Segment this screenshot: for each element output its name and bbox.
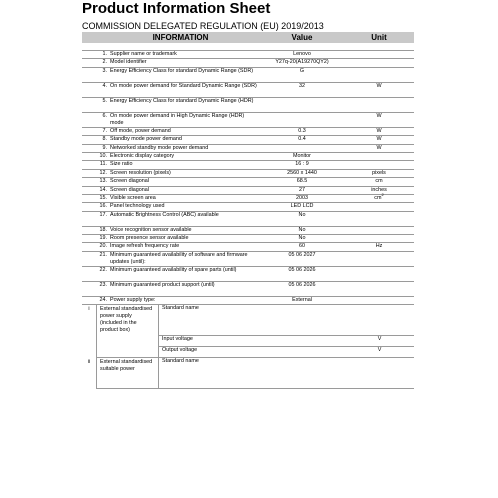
table-row xyxy=(82,153,414,161)
row-number: 1. xyxy=(102,51,107,57)
table-row xyxy=(82,170,414,178)
row-label: Screen diagonal xyxy=(110,178,149,185)
sub-unit xyxy=(345,305,414,335)
row-value: Y27q-20(A19270QY2) xyxy=(275,59,329,66)
sub-value xyxy=(261,347,345,357)
row-value: G xyxy=(299,67,305,74)
sub-value xyxy=(261,305,345,335)
row-info xyxy=(82,227,260,234)
row-unit xyxy=(344,153,414,160)
row-info xyxy=(82,59,260,66)
row-label: Panel technology used xyxy=(110,203,165,210)
sub-label: Standard name xyxy=(162,305,199,312)
row-info xyxy=(82,243,260,250)
page-title: Product Information Sheet xyxy=(82,0,271,17)
row-unit: Hz xyxy=(375,243,383,250)
table-header-row xyxy=(82,32,414,43)
row-value: 05 06 2026 xyxy=(288,281,316,288)
sub-label: Output voltage xyxy=(162,347,198,354)
regulation-subtitle: COMMISSION DELEGATED REGULATION (EU) 2019/2013 xyxy=(82,21,324,31)
group-label: External standardised power supply (included in the product box) xyxy=(97,305,159,357)
row-number: 16. xyxy=(99,203,107,210)
row-info xyxy=(82,128,260,135)
row-number: 11. xyxy=(99,161,107,168)
row-info xyxy=(82,297,260,304)
power-supply-details xyxy=(82,305,414,389)
row-label: Screen diagonal xyxy=(110,186,149,193)
table-row xyxy=(82,113,414,128)
row-number: 5. xyxy=(102,97,107,104)
table-row xyxy=(82,212,414,227)
table-row xyxy=(82,178,414,186)
row-unit xyxy=(344,68,414,82)
table-row xyxy=(82,267,414,282)
row-value: 0.4 xyxy=(298,136,306,143)
row-value xyxy=(260,98,344,112)
row-value: No xyxy=(298,211,306,218)
power-supply-group xyxy=(82,358,414,389)
group-roman-numeral: i xyxy=(88,306,90,313)
row-unit xyxy=(344,297,414,304)
header-information: INFORMATION xyxy=(152,33,209,42)
row-value: LED LCD xyxy=(290,203,314,210)
row-label: Energy Efficiency Class for standard Dynamic Range (HDR) xyxy=(110,97,254,104)
sub-value xyxy=(261,358,345,388)
row-info xyxy=(82,195,260,202)
row-value: 27 xyxy=(299,186,305,193)
power-supply-group xyxy=(82,305,414,358)
row-unit xyxy=(344,235,414,242)
table-row xyxy=(82,83,414,98)
row-value: 05 06 2026 xyxy=(288,266,316,273)
row-unit xyxy=(344,161,414,168)
row-info xyxy=(82,282,260,296)
row-value: 0.3 xyxy=(298,127,306,134)
row-unit xyxy=(344,267,414,281)
row-number: 13. xyxy=(99,178,107,185)
row-unit xyxy=(344,252,414,266)
row-info xyxy=(82,252,260,266)
row-label: Minimum guaranteed availability of spare parts (until) xyxy=(110,266,237,273)
row-info xyxy=(82,98,260,112)
row-info xyxy=(82,145,260,152)
row-number: 24. xyxy=(99,296,107,303)
sub-unit: V xyxy=(377,347,382,354)
row-info xyxy=(82,113,260,127)
sub-row xyxy=(159,358,414,388)
row-info xyxy=(82,212,260,226)
row-info xyxy=(82,203,260,210)
unit-superscript: 2 xyxy=(381,192,384,198)
row-unit: inches xyxy=(371,186,387,193)
row-label: Room presence sensor available xyxy=(110,235,189,242)
row-number: 19. xyxy=(99,235,107,242)
table-row xyxy=(82,192,414,203)
row-label: Electronic display category xyxy=(110,152,175,159)
row-label: On mode power demand in High Dynamic Range (HDR) mode xyxy=(110,112,245,126)
table-row xyxy=(82,203,414,211)
row-info xyxy=(82,170,260,177)
row-label: Supplier name or trademark xyxy=(110,51,177,57)
row-number: 23. xyxy=(99,281,107,288)
sub-unit: V xyxy=(377,336,382,343)
row-info xyxy=(82,153,260,160)
row-number: 9. xyxy=(102,144,107,151)
row-unit: pixels xyxy=(372,169,386,176)
row-number: 2. xyxy=(102,59,107,66)
row-label: Networked standby mode power demand xyxy=(110,144,209,151)
row-value: No xyxy=(298,226,306,233)
product-information-table xyxy=(82,32,414,498)
row-number: 14. xyxy=(99,186,107,193)
group-block xyxy=(96,305,414,358)
row-unit xyxy=(344,227,414,234)
group-rows xyxy=(159,305,414,357)
sub-value xyxy=(261,336,345,346)
row-number: 18. xyxy=(99,226,107,233)
table-row xyxy=(82,297,414,305)
row-value xyxy=(260,113,344,127)
row-label: Off mode, power demand xyxy=(110,127,171,134)
row-info xyxy=(82,161,260,168)
row-number: 10. xyxy=(99,152,107,159)
row-value: No xyxy=(298,235,306,242)
sub-row xyxy=(159,347,414,357)
row-unit xyxy=(344,212,414,226)
row-unit: W xyxy=(376,127,382,134)
row-label: Power supply type: xyxy=(110,296,156,303)
row-info xyxy=(82,136,260,143)
sub-unit xyxy=(345,358,414,388)
row-value: 05 06 2027 xyxy=(288,251,316,258)
row-label: Voice recognition sensor available xyxy=(110,226,192,233)
row-value: 60 xyxy=(299,243,305,250)
row-label: Energy Efficiency Class for standard Dynamic Range (SDR) xyxy=(110,67,254,74)
sub-row xyxy=(159,305,414,336)
group-rows xyxy=(159,358,414,388)
table-row xyxy=(82,252,414,267)
row-value: Lenovo xyxy=(293,51,311,57)
row-value: 68.5 xyxy=(296,178,308,185)
table-row xyxy=(82,145,414,153)
row-value: 32 xyxy=(299,82,305,89)
sub-row xyxy=(159,336,414,347)
row-label: Image refresh frequency rate xyxy=(110,243,180,250)
row-number: 17. xyxy=(99,211,107,218)
row-info xyxy=(82,83,260,97)
row-number: 12. xyxy=(99,169,107,176)
table-row xyxy=(82,128,414,136)
table-row xyxy=(82,98,414,113)
row-number: 21. xyxy=(99,251,107,258)
table-row xyxy=(82,161,414,169)
group-block xyxy=(96,358,414,389)
row-label: Screen resolution (pixels) xyxy=(110,169,171,176)
group-label: External standardised suitable power xyxy=(97,358,159,388)
row-info xyxy=(82,187,260,194)
row-number: 4. xyxy=(102,82,107,89)
sub-label: Input voltage xyxy=(162,336,193,343)
row-info xyxy=(82,235,260,242)
row-number: 8. xyxy=(102,136,107,143)
row-info xyxy=(82,68,260,82)
row-unit: W xyxy=(376,112,382,119)
group-roman-numeral: ii xyxy=(87,359,91,366)
table-row xyxy=(82,68,414,83)
table-row xyxy=(82,235,414,243)
row-label: Automatic Brightness Control (ABC) available xyxy=(110,211,219,218)
row-label: Standby mode power demand xyxy=(110,136,182,143)
header-unit: Unit xyxy=(371,33,387,42)
row-value: External xyxy=(292,296,312,303)
table-row xyxy=(82,136,414,144)
row-value: 2560 x 1440 xyxy=(287,169,317,176)
table-row xyxy=(82,282,414,297)
row-label: Size ratio xyxy=(110,161,133,168)
row-label: Visible screen area xyxy=(110,194,156,201)
sub-label: Standard name xyxy=(162,358,199,365)
row-unit xyxy=(344,203,414,210)
row-value: Monitor xyxy=(293,152,311,159)
row-unit: $cm^2$ xyxy=(374,192,384,201)
row-number: 7. xyxy=(102,127,107,134)
row-info xyxy=(82,267,260,281)
row-unit xyxy=(344,59,414,66)
row-number: 22. xyxy=(99,266,107,273)
row-info xyxy=(82,51,260,58)
row-number: 6. xyxy=(102,112,107,119)
row-label: Model identifier xyxy=(110,59,147,66)
row-label: Minimum guaranteed availability of software and firmware updates (until): xyxy=(110,251,248,265)
row-value: 16 : 9 xyxy=(295,161,309,168)
header-spacer xyxy=(82,43,414,51)
row-unit xyxy=(344,282,414,296)
row-unit: W xyxy=(376,82,382,89)
row-number: 15. xyxy=(99,194,107,201)
table-row xyxy=(82,59,414,67)
row-unit: W xyxy=(376,136,382,143)
table-row xyxy=(82,227,414,235)
row-unit xyxy=(344,98,414,112)
row-unit: cm xyxy=(375,178,383,185)
row-number: 20. xyxy=(99,243,107,250)
row-value xyxy=(260,145,344,152)
table-row xyxy=(82,51,414,59)
row-value: 2003 xyxy=(296,194,308,201)
row-unit: W xyxy=(376,144,382,151)
table-body xyxy=(82,51,414,305)
row-label: Minimum guaranteed product support (until) xyxy=(110,281,215,288)
row-label: On mode power demand for Standard Dynamic Range (SDR) xyxy=(110,82,257,89)
table-row xyxy=(82,243,414,251)
header-value: Value xyxy=(291,33,313,42)
row-unit xyxy=(344,51,414,58)
row-info xyxy=(82,178,260,185)
row-number: 3. xyxy=(102,67,107,74)
